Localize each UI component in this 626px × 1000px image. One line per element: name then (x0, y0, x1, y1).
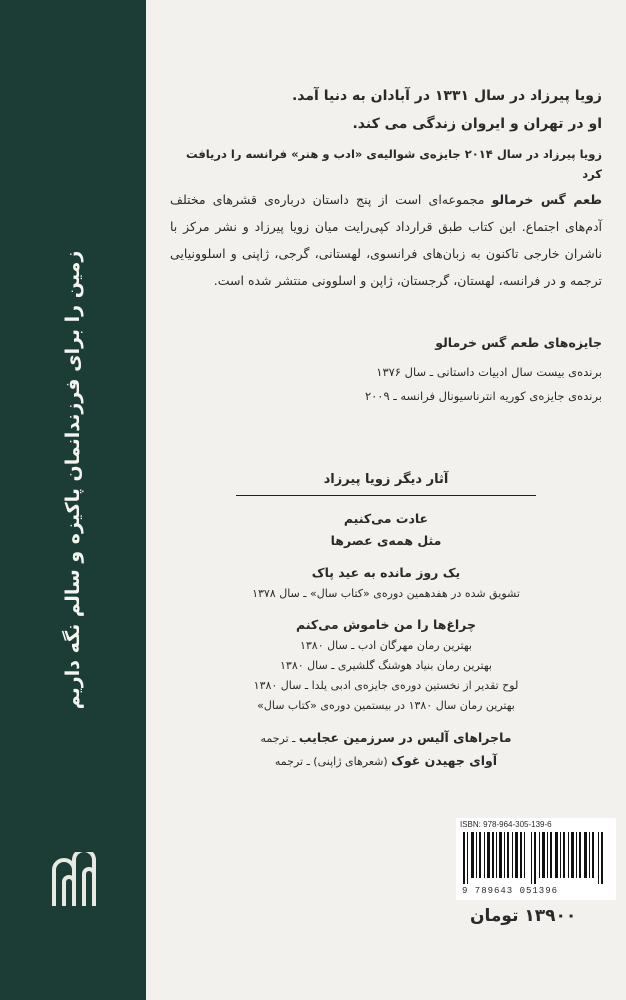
work-note: بهترین رمان بنیاد هوشنگ گلشیری ـ سال ۱۳۸۰ (280, 659, 492, 672)
work-note: بهترین رمان سال ۱۳۸۰ در بیستمین دوره‌ی «کتاب سال» (257, 699, 515, 712)
other-works-list (170, 508, 602, 772)
awards-section (170, 330, 602, 408)
book-spine (0, 0, 146, 1000)
work-suffix: (شعرهای ژاپنی) ـ ترجمه (274, 755, 392, 768)
publisher-logo-icon (48, 852, 100, 908)
other-works-heading: آثار دیگر زویا پیرزاد (323, 472, 449, 487)
work-note: تشویق شده در هفدهمین دوره‌ی «کتاب سال» ـ سال ۱۳۷۸ (252, 587, 520, 600)
work-title: ماجراهای آلیس در سرزمین عجایب (298, 730, 512, 745)
back-cover (146, 0, 626, 1000)
work-title: آوای جهیدن غوک (391, 753, 498, 768)
price: ۱۳۹۰۰ تومان (470, 906, 577, 926)
work-title: مثل همه‌ی عصرها (330, 533, 442, 548)
bio-line-2: او در تهران و ایروان زندگی می کند. (352, 116, 602, 132)
work-note: لوح تقدیر از نخستین دوره‌ی جایزه‌ی ادبی یلدا ـ سال ۱۳۸۰ (253, 679, 519, 692)
barcode-number: 9 789643 051396 (462, 886, 559, 896)
work-title: یک روز مانده به عید پاک (311, 565, 461, 580)
heading-underline (236, 495, 536, 496)
work-entry (170, 726, 602, 749)
award-item: برنده‌ی جایزه‌ی کوریه انترناسیونال فرانسه ـ ۲۰۰۹ (364, 389, 602, 403)
book-description (170, 186, 602, 294)
bio-line-3: زویا پیرزاد در سال ۲۰۱۴ جایزه‌ی شوالیه‌ی «ادب و هنر» فرانسه را دریافت کرد (186, 147, 602, 181)
award-item: برنده‌ی بیست سال ادبیات داستانی ـ سال ۱۳۷۶ (376, 365, 602, 379)
work-note: بهترین رمان مهرگان ادب ـ سال ۱۳۸۰ (299, 639, 472, 652)
barcode-icon (461, 832, 611, 884)
work-entry (170, 749, 602, 772)
description-text: مجموعه‌ای است از پنج داستان درباره‌ی قشرهای مختلف آدم‌های اجتماع. این کتاب طبق قرارداد کپی‌رایت میان زویا پیرزاد و نشر مرکز با ناشران خارجی تاکنون به زبان‌های فرانسوی، لهستانی، گرجی، ژاپنی و اسلوونیایی ترجمه و در فرانسه، لهستان، گرجستان، ژاپن و اسلوونی منتشر شده است. (170, 192, 602, 288)
barcode-box (456, 818, 616, 900)
bio-line-1: زویا پیرزاد در سال ۱۳۳۱ در آبادان به دنیا آمد. (291, 88, 602, 104)
work-title: چراغ‌ها را من خاموش می‌کنم (296, 617, 476, 632)
work-title: عادت می‌کنیم (343, 511, 429, 526)
awards-heading: جایزه‌های طعم گس خرمالو (435, 335, 602, 350)
author-bio (170, 82, 602, 184)
work-suffix: ـ ترجمه (260, 732, 299, 745)
spine-slogan: زمین را برای فرزندانمان پاکیزه و سالم نگه داریم (62, 250, 84, 710)
isbn: ISBN: 978-964-305-139-6 (460, 820, 552, 829)
book-title: طعم گس خرمالو (491, 192, 602, 207)
